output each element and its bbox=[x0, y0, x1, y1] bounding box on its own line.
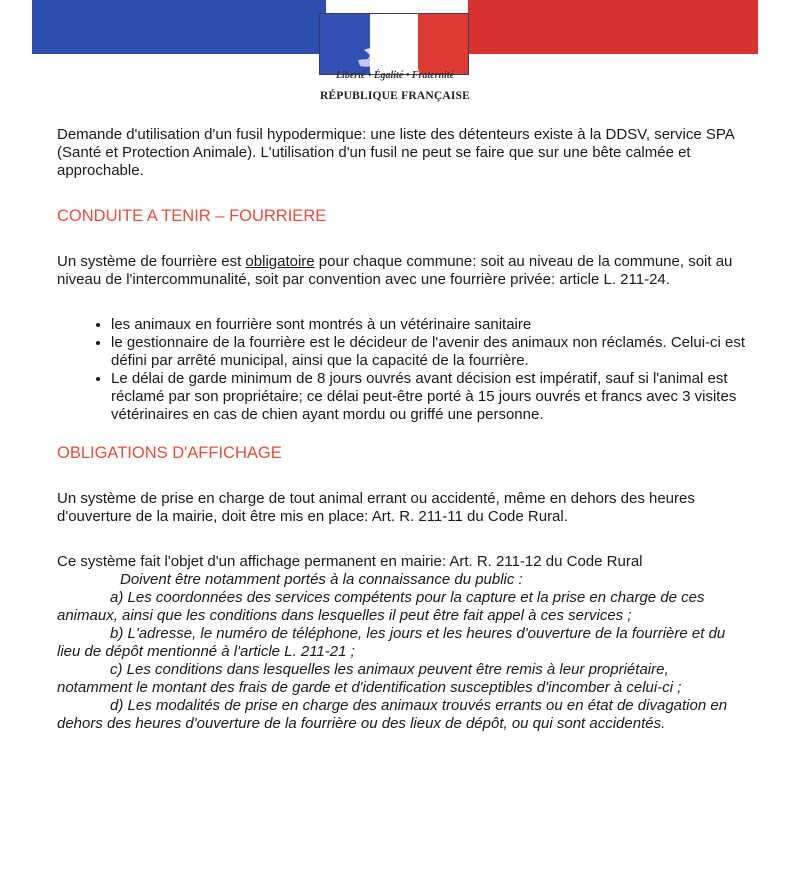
affichage-item-c: c) Les conditions dans lesquelles les animaux peuvent être remis à leur propriétaire, notamment le montant des frais de garde et d'identification susceptibles d'incomber à celui-ci ; bbox=[57, 661, 682, 696]
affichage-item-a: a) Les coordonnées des services compétents pour la capture et la prise en charge de ces animaux, ainsi que les conditions dans lesquelles il peut être fait appel à ces services ; bbox=[57, 589, 705, 624]
obligatoire-emphasis: obligatoire bbox=[245, 253, 315, 270]
header-blue-band bbox=[32, 0, 326, 54]
list-item: • les animaux en fourrière sont montrés à un vétérinaire sanitaire bbox=[111, 316, 747, 334]
republic-name: RÉPUBLIQUE FRANÇAISE bbox=[319, 90, 470, 102]
republic-motto: Liberté • Égalité • Fraternité bbox=[335, 70, 455, 81]
intro-paragraph: Demande d'utilisation d'un fusil hypodermique: une liste des détenteurs existe à la DDSV, service SPA (Santé et Protection Animale). L'utilisation d'un fusil ne peut se faire que sur une bête calmée et approchable. bbox=[57, 126, 734, 179]
marianne-logo-icon bbox=[319, 13, 469, 75]
affichage-item-b: b) L'adresse, le numéro de téléphone, les jours et les heures d'ouverture de la fourrière et du lieu de dépôt mentionné à l'article L. 211-21 ; bbox=[57, 625, 726, 660]
list-item: • Le délai de garde minimum de 8 jours ouvrés avant décision est impératif, sauf si l'animal est réclamé par son propriétaire; ce délai peut-être porté à 15 jours ouvrés et francs avec 3 visites vétérinaires en cas de chien ayant mordu ou griffé une personne. bbox=[111, 370, 747, 424]
affichage-paragraph-1: Un système de prise en charge de tout animal errant ou accidenté, même en dehors des heures d'ouverture de la mairie, doit être mis en place: Art. R. 211-11 du Code Rural. bbox=[57, 490, 695, 525]
fourriere-text-start: Un système de fourrière est bbox=[57, 253, 246, 270]
list-item: • le gestionnaire de la fourrière est le décideur de l'avenir des animaux non réclamés. Celui-ci est défini par arrêté municipal, ainsi que la capacité de la fourrière. bbox=[111, 334, 747, 370]
affichage-lead: Doivent être notamment portés à la connaissance du public : bbox=[120, 571, 523, 588]
section-heading-affichage: OBLIGATIONS D'AFFICHAGE bbox=[57, 444, 282, 462]
affichage-item-d: d) Les modalités de prise en charge des animaux trouvés errants ou en état de divagation en dehors des heures d'ouverture de la fourrière ou des lieux de dépôt, ou qui sont accidentés. bbox=[57, 697, 728, 732]
affichage-paragraph-2: Ce système fait l'objet d'un affichage permanent en mairie: Art. R. 211-12 du Code Rural bbox=[57, 553, 643, 570]
fourriere-bullet-list bbox=[57, 316, 747, 424]
fourriere-paragraph bbox=[57, 253, 747, 289]
document-body bbox=[57, 126, 747, 733]
header-red-band bbox=[468, 0, 758, 54]
fourriere-text-end: pour chaque commune: soit au niveau de la commune, soit au niveau de l'intercommunalité, soit par convention avec une fourrière privée: article L. 211-24. bbox=[57, 253, 733, 288]
section-heading-fourriere: CONDUITE A TENIR – FOURRIERE bbox=[57, 207, 327, 225]
